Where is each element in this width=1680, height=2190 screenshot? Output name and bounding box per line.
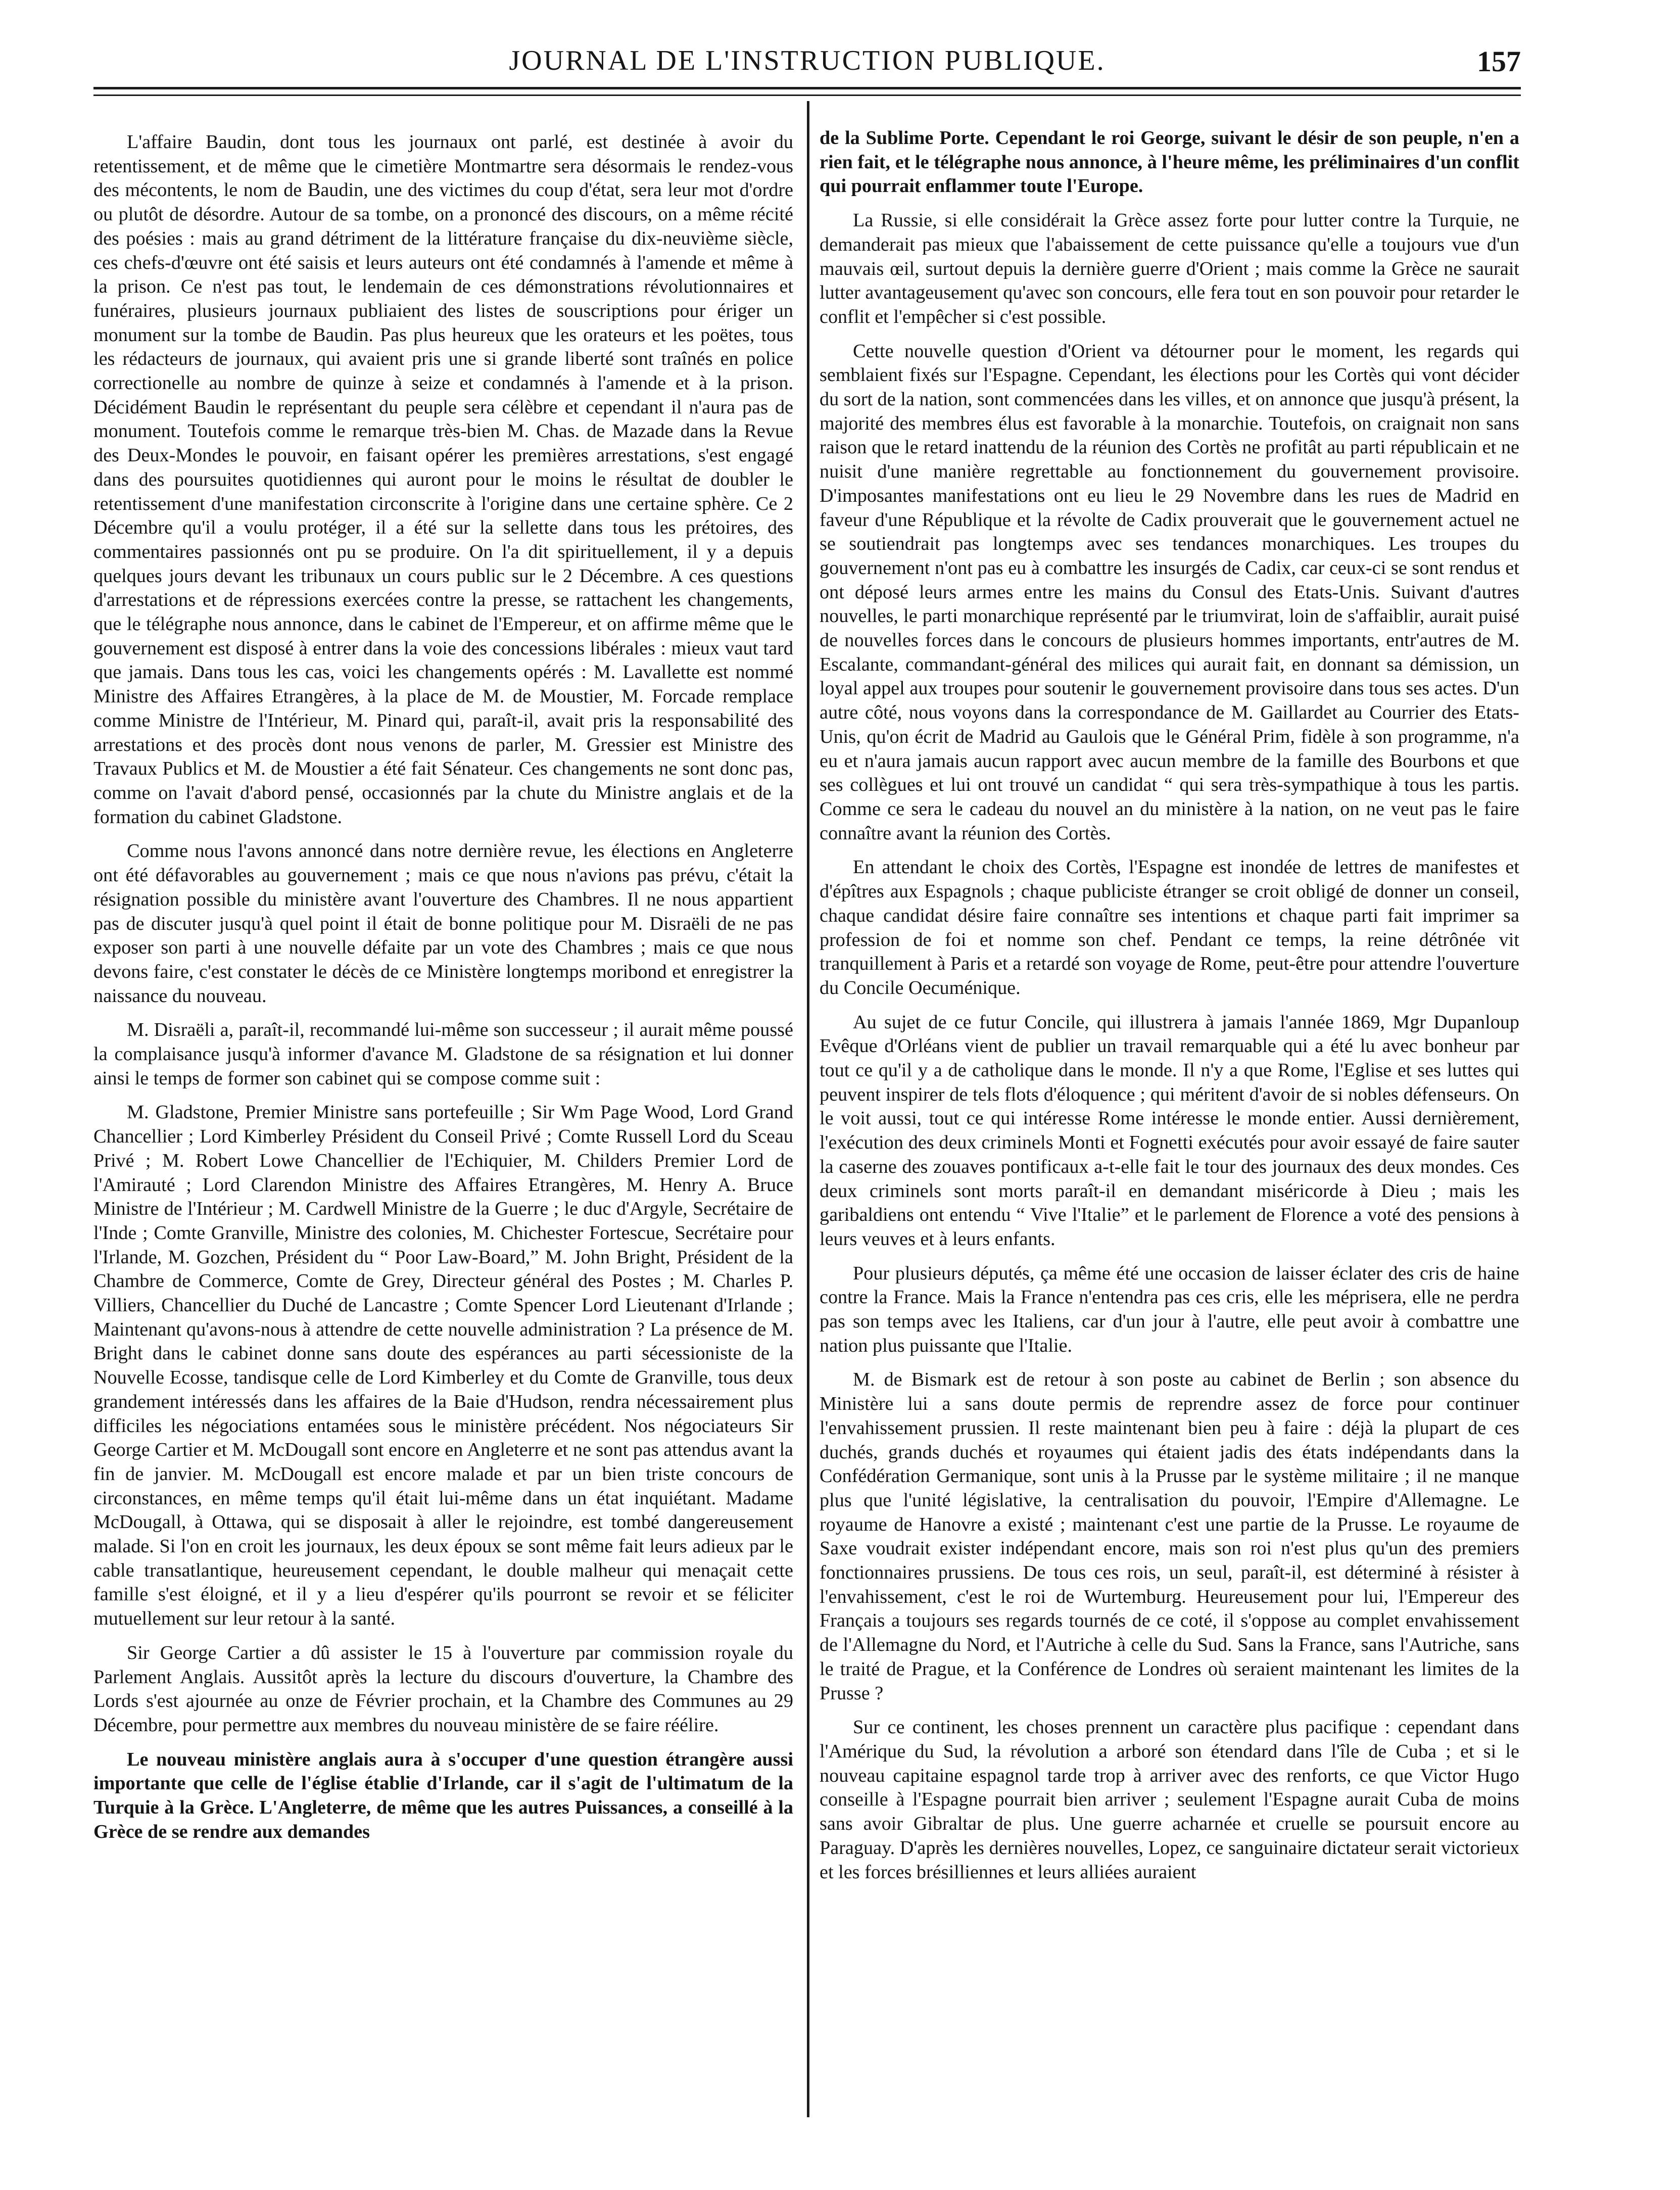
paragraph-cartier: Sir George Cartier a dû assister le 15 à l'ouverture par commission royale du Parlement Anglais. Aussitôt après la lecture du discours d'ouverture, la Chambre des Lords s'est ajournée au onze de Février prochain, et la Chambre des Communes au 29 Décembre, pour permettre aux membres du nouveau ministère de se faire réélire. bbox=[93, 1642, 793, 1736]
left-column bbox=[93, 130, 793, 1854]
header-rule-secondary bbox=[93, 94, 1521, 96]
paragraph-bismark: M. de Bismark est de retour à son poste au cabinet de Berlin ; son absence du Ministère lui a sans doute permis de reprendre assez de force pour continuer l'envahissement prussien. Il reste maintenant bien peu à faire : déjà la plupart de ces duchés, grands duchés et royaumes qui étaient jadis des états indépendants dans la Confédération Germanique, sont unis à la Prusse par le système militaire ; il ne manque plus que l'unité législative, la centralisation du pouvoir, l'Empire d'Allemagne. Le royaume de Hanovre a existé ; maintenant c'est une partie de la Prusse. Le royaume de Saxe voudrait exister indépendant encore, mais son roi n'est plus qu'un des premiers fonctionnaires prussiens. De tous ces rois, un seul, paraît-il, est déterminé à résister à l'envahissement, c'est le roi de Wurtemburg. Heureusement pour lui, l'Empereur des Français a toujours ses regards tournés de ce coté, il s'oppose au complet envahissement de l'Allemagne du Nord, et l'Autriche à celle du Sud. Sans la France, sans l'Autriche, sans le traité de Prague, et la Conférence de Londres où seraient maintenant les limites de la Prusse ? bbox=[820, 1369, 1519, 1704]
paragraph-baudin: L'affaire Baudin, dont tous les journaux ont parlé, est destinée à avoir du retentissement, et de même que le cimetière Montmartre sera désormais le rendez-vous des mécontents, le nom de Baudin, une des victimes du coup d'état, sera leur mot d'ordre ou plutôt de désordre. Autour de sa tombe, on a prononcé des discours, on a même récité des poésies : mais au grand détriment de la littérature française du dix-neuvième siècle, ces chefs-d'œuvre ont été saisis et leurs auteurs ont été condamnés à l'amende et même à la prison. Ce n'est pas tout, le lendemain de ces démonstrations révolutionnaires et funéraires, plusieurs journaux publiaient des listes de souscriptions pour ériger un monument sur la tombe de Baudin. Pas plus heureux que les orateurs et les poëtes, tous les rédacteurs de journaux, qui avaient pris une si grande liberté sont traînés en police correctionelle au nombre de quinze à seize et condamnés à l'amende et à la prison. Décidément Baudin le représentant du peuple sera célèbre et cependant il n'aura pas de monument. Toutefois comme le remarque très-bien M. Chas. de Mazade dans la Revue des Deux-Mondes le pouvoir, en faisant opérer les premières arrestations, s'est engagé dans des poursuites quotidiennes qui auront pour le moins le résultat de doubler le retentissement d'une manifestation circonscrite à l'origine dans une certaine sphère. Ce 2 Décembre qu'il a voulu protéger, il a été sur la sellette dans tous les prétoires, des commentaires passionnés ont pu se produire. On l'a dit spirituellement, il y a depuis quelques jours devant les tribunaux un cours public sur le 2 Décembre. A ces questions d'arrestations et de répressions exercées contre la presse, se rattachent les changements, que le télégraphe nous annonce, dans le cabinet de l'Empereur, et on affirme même que le gouvernement est disposé à entrer dans la voie des concessions libérales : mieux vaut tard que jamais. Dans tous les cas, voici les changements opérés : M. Lavallette est nommé Ministre des Affaires Etrangères, à la place de M. de Moustier, M. Forcade remplace comme Ministre de l'Intérieur, M. Pinard qui, paraît-il, avait pris la responsabilité des arrestations et des procès dont nous venons de parler, M. Gressier est Ministre des Travaux Publics et M. de Moustier a été fait Sénateur. Ces changements ne sont donc pas, comme on l'avait d'abord pensé, occasionnés par la chute du Ministre anglais et de la formation du cabinet Gladstone. bbox=[93, 131, 793, 828]
paragraph-cabinet-gladstone: M. Gladstone, Premier Ministre sans portefeuille ; Sir Wm Page Wood, Lord Grand Chancellier ; Lord Kimberley Président du Conseil Privé ; Comte Russell Lord du Sceau Privé ; M. Robert Lowe Chancellier de l'Echiquier, M. Childers Premier Lord de l'Amirauté ; Lord Clarendon Ministre des Affaires Etrangères, M. Henry A. Bruce Ministre de l'Intérieur ; M. Cardwell Ministre de la Guerre ; le duc d'Argyle, Secrétaire de l'Inde ; Comte Granville, Ministre des colonies, M. Chichester Fortescue, Secrétaire pour l'Irlande, M. Gozchen, Président du “ Poor Law-Board,” M. John Bright, Président de la Chambre de Commerce, Comte de Grey, Directeur général des Postes ; M. Charles P. Villiers, Chancellier du Duché de Lancastre ; Comte Spencer Lord Lieutenant d'Irlande ; Maintenant qu'avons-nous à attendre de cette nouvelle administration ? La présence de M. Bright dans le cabinet donne sans doute des espérances au parti sécessioniste de la Nouvelle Ecosse, tandisque celle de Lord Kimberley et du Comte de Granville, tous deux grandement intéressés dans les affaires de la Baie d'Hudson, rendra nécessairement plus difficiles les négociations entamées sous le ministère précédent. Nos négociateurs Sir George Cartier et M. McDougall sont encore en Angleterre et ne sont pas attendus avant la fin de janvier. M. McDougall est encore malade et par un bien triste concours de circonstances, en même temps qu'il était lui-même dans un état inquiétant. Madame McDougall, à Ottawa, qui se disposait à aller le rejoindre, est tombé dangereusement malade. Si l'on en croit les journaux, les deux époux se sont même fait leurs adieux par le cable transatlantique, heureusement cependant, le double malheur qui menaçait cette famille s'est éloigné, et il y a lieu d'espérer qu'ils pourront se revoir et se féliciter mutuellement sur leur retour à la santé. bbox=[93, 1102, 793, 1630]
column-divider bbox=[807, 101, 809, 2117]
paragraph-espagne: Cette nouvelle question d'Orient va détourner pour le moment, les regards qui semblaient fixés sur l'Espagne. Cependant, les élections pour les Cortès qui vont décider du sort de la nation, sont commencées dans les villes, et on annonce que jusqu'à présent, la majorité des membres élus est favorable à la monarchie. Toutefois, on craignait non sans raison que le retard inattendu de la réunion des Cortès ne profitât au parti républicain et ne nuisit d'une manière regrettable au fonctionnement du gouvernement provisoire. D'imposantes manifestations ont eu lieu le 29 Novembre dans les rues de Madrid en faveur d'une République et la révolte de Cadix prouverait que le gouvernement actuel ne se soutiendrait pas longtemps avec ses tendances monarchiques. Les troupes du gouvernement n'ont pas eu à combattre les insurgés de Cadix, car ceux-ci se sont rendus et ont déposé leurs armes entre les mains du Consul des Etats-Unis. Suivant d'autres nouvelles, le parti monarchique représenté par le triumvirat, loin de s'affaiblir, aurait puisé de nouvelles forces dans le concours de plusieurs hommes importants, entr'autres de M. Escalante, commandant-général des milices qui aurait fait, en donnant sa démission, un loyal appel aux troupes pour soutenir le gouvernement provisoire dans tous ses actes. D'un autre côté, nous voyons dans la correspondance de M. Gaillardet au Courrier des Etats-Unis, qu'on écrit de Madrid au Gaulois que le Général Prim, fidèle à son programme, n'a eu et n'aura jamais aucun rapport avec aucun membre de la famille des Bourbons et que ses collègues et lui ont trouvé un candidat “ qui sera très-sympathique à tous les partis. Comme ce sera le cadeau du nouvel an du ministère à la nation, on ne veut pas le faire connaître avant la réunion des Cortès. bbox=[820, 340, 1519, 844]
paragraph-concile: Au sujet de ce futur Concile, qui illustrera à jamais l'année 1869, Mgr Dupanloup Evêque d'Orléans vient de publier un travail remarquable qui a été lu avec bonheur par tout ce qu'il y a de catholique dans le monde. Il n'y a que Rome, l'Eglise et ses luttes qui peuvent inspirer de tels flots d'éloquence ; qui méritent d'avoir de si nobles défenseurs. On le voit aussi, tout ce qui intéresse Rome intéresse le monde entier. Aussi dernièrement, l'exécution des deux criminels Monti et Fognetti exécutés pour avoir essayé de faire sauter la caserne des zouaves pontificaux a-t-elle fait le tour des journaux des deux mondes. Ces deux criminels sont morts paraît-il en demandant miséricorde à Dieu ; mais les garibaldiens ont entendu “ Vive l'Italie” et le parlement de Florence a voté des pensions à leurs veuves et à leurs enfants. bbox=[820, 1011, 1519, 1250]
paragraph-deputes: Pour plusieurs députés, ça même été une occasion de laisser éclater des cris de haine contre la France. Mais la France n'entendra pas ces cris, elle les méprisera, elle ne perdra pas son temps avec les Italiens, car d'un jour à l'autre, elle peut avoir à combattre une nation plus puissante que l'Italie. bbox=[820, 1262, 1519, 1356]
right-column bbox=[820, 126, 1519, 1894]
header-rule bbox=[93, 87, 1521, 89]
page-header bbox=[93, 44, 1521, 90]
paragraph-sublime-porte: de la Sublime Porte. Cependant le roi George, suivant le désir de son peuple, n'en a rien fait, et le télégraphe nous annonce, à l'heure même, les préliminaires d'un conflit qui pourrait enflammer toute l'Europe. bbox=[820, 127, 1519, 197]
page-number: 157 bbox=[1477, 45, 1521, 78]
paragraph-disraeli: M. Disraëli a, paraît-il, recommandé lui-même son successeur ; il aurait même poussé la complaisance jusqu'à informer d'avance M. Gladstone de sa résignation et lui donner ainsi le temps de former son cabinet qui se compose comme suit : bbox=[93, 1019, 793, 1089]
journal-title: JOURNAL DE L'INSTRUCTION PUBLIQUE. bbox=[509, 45, 1106, 76]
paragraph-russie: La Russie, si elle considérait la Grèce assez forte pour lutter contre la Turquie, ne demanderait pas mieux que l'abaissement de cette puissance qu'elle a toujours vue d'un mauvais œil, surtout depuis la dernière guerre d'Orient ; mais comme la Grèce ne saurait lutter avantageusement qu'avec son concours, elle fera tout en son pouvoir pour retarder le conflit et l'empêcher si c'est possible. bbox=[820, 210, 1519, 327]
paragraph-cortes: En attendant le choix des Cortès, l'Espagne est inondée de lettres de manifestes et d'épîtres aux Espagnols ; chaque publiciste étranger se croit obligé de donner un conseil, chaque candidat désire faire connaître ses intentions et chaque parti fait imprimer sa profession de foi et nomme son chef. Pendant ce temps, la reine détrônée vit tranquillement à Paris et a retardé son voyage de Rome, peut-être pour attendre l'ouverture du Concile Oecuménique. bbox=[820, 856, 1519, 998]
paragraph-amerique-sud: Sur ce continent, les choses prennent un caractère plus pacifique : cependant dans l'Amérique du Sud, la révolution a arboré son étendard dans l'île de Cuba ; et si le nouveau capitaine espagnol tarde trop à arriver avec des renforts, ce que Victor Hugo conseille à l'Espagne pourrait bien arriver ; seulement l'Espagne aurait Cuba de moins sans avoir Gibraltar de plus. Une guerre acharnée et cruelle se poursuit encore au Paraguay. D'après les dernières nouvelles, Lopez, ce sanguinaire dictateur serait victorieux et les forces brésilliennes et leurs alliées auraient bbox=[820, 1717, 1519, 1883]
paragraph-elections-angleterre: Comme nous l'avons annoncé dans notre dernière revue, les élections en Angleterre ont été défavorables au gouvernement ; mais ce que nous n'avions pas prévu, c'était la résignation possible du ministère avant l'ouverture des Chambres. Il ne nous appartient pas de discuter jusqu'à quel point il était de bonne politique pour M. Disraëli de ne pas exposer son parti à une nouvelle défaite par un vote des Chambres ; mais ce que nous devons faire, c'est constater le décès de ce Ministère longtemps moribond et enregistrer la naissance du nouveau. bbox=[93, 840, 793, 1007]
paragraph-nouveau-ministere: Le nouveau ministère anglais aura à s'occuper d'une question étrangère aussi importante que celle de l'église établie d'Irlande, car il s'agit de l'ultimatum de la Turquie à la Grèce. L'Angleterre, de même que les autres Puissances, a conseillé à la Grèce de se rendre aux demandes bbox=[93, 1748, 793, 1842]
